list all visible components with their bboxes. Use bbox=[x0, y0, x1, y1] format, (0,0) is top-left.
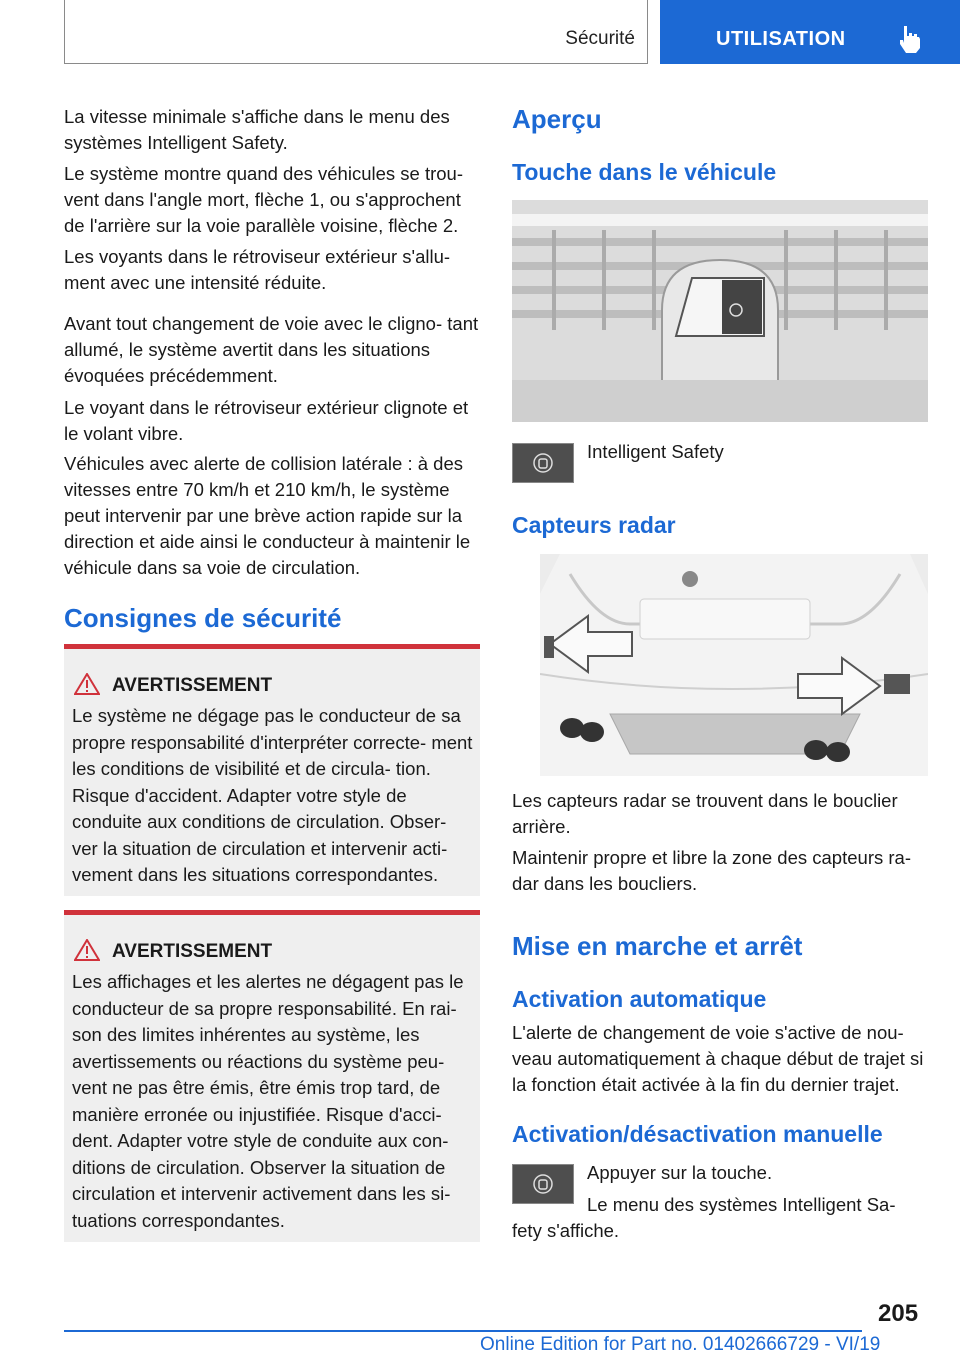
page-number: 205 bbox=[878, 1300, 919, 1327]
footer-divider bbox=[64, 1330, 862, 1332]
grille-button-image bbox=[512, 200, 928, 422]
car-shield-icon bbox=[532, 452, 554, 474]
paragraph-lane-change: Avant tout changement de voie avec le cligno- tant allumé, le système avertit dans les situations évoquées précédemment. bbox=[64, 313, 479, 386]
onoff-heading: Mise en marche et arrêt bbox=[512, 931, 803, 961]
radar-heading: Capteurs radar bbox=[512, 512, 676, 538]
paragraph-min-speed: La vitesse minimale s'affiche dans le menu des systèmes Intelligent Safety. bbox=[64, 106, 450, 153]
manual-step-1: Appuyer sur la touche. bbox=[587, 1162, 773, 1183]
warning-text-2: Les affichages et les alertes ne dégagent pas le conducteur de sa propre responsabilité. En rai- son des limites inhérentes au système, les avertissements ou réactions du système peu- vent ne pas être émis, être émis trop tard, de manière erronée ou injustifiée. Risque d'acci- dent. Adapter votre style de conduite aux con- ditions de circulation. Observer la situation de circulation et intervenir activement dans les si- tuations correspondantes. bbox=[72, 971, 464, 1231]
safety-heading: Consignes de sécurité bbox=[64, 603, 342, 633]
warning-title-1: AVERTISSEMENT bbox=[112, 675, 273, 696]
auto-activation-text: L'alerte de changement de voie s'active de nou- veau automatiquement à chaque début de trajet si la fonction était activée à la fin du dernier trajet. bbox=[512, 1022, 924, 1095]
overview-heading: Aperçu bbox=[512, 104, 602, 134]
radar-clean-text: Maintenir propre et libre la zone des capteurs ra- dar dans les boucliers. bbox=[512, 847, 911, 894]
manual-activation-heading: Activation/désactivation manuelle bbox=[512, 1121, 883, 1147]
chapter-tab[interactable] bbox=[660, 0, 960, 64]
pointing-hand-icon bbox=[896, 24, 922, 54]
edition-text: Online Edition for Part no. 01402666729 - VI/19 bbox=[480, 1334, 881, 1355]
radar-location-text: Les capteurs radar se trouvent dans le bouclier arrière. bbox=[512, 790, 898, 837]
warning-title-2: AVERTISSEMENT bbox=[112, 941, 273, 962]
header-left-box bbox=[64, 0, 648, 64]
section-title: Sécurité bbox=[565, 28, 635, 49]
paragraph-mirror-lights: Les voyants dans le rétroviseur extérieur s'allu- ment avec une intensité réduite. bbox=[64, 246, 451, 293]
warning-triangle-icon bbox=[74, 673, 100, 695]
auto-activation-heading: Activation automatique bbox=[512, 986, 767, 1012]
paragraph-side-collision: Véhicules avec alerte de collision latérale : à des vitesses entre 70 km/h et 210 km/h, le système peut intervenir par une brève action rapide sur la direction et aide ainsi le conducteur à maintenir le véhicule dans sa voie de circulation. bbox=[64, 453, 471, 578]
intelligent-safety-button-icon bbox=[512, 443, 574, 483]
warning-box-1 bbox=[64, 644, 480, 896]
paragraph-blind-spot: Le système montre quand des véhicules se trou- vent dans l'angle mort, flèche 1, ou s'approchent de l'arrière sur la voie parallèle voisine, flèche 2. bbox=[64, 163, 463, 236]
button-heading: Touche dans le véhicule bbox=[512, 159, 777, 185]
chapter-title: UTILISATION bbox=[716, 28, 846, 50]
car-rear-radar-image bbox=[540, 554, 928, 776]
warning-box-2 bbox=[64, 910, 480, 1242]
warning-triangle-icon bbox=[74, 939, 100, 961]
manual-step-2: Le menu des systèmes Intelligent Sa- fety s'affiche. bbox=[512, 1194, 896, 1241]
paragraph-mirror-blink: Le voyant dans le rétroviseur extérieur clignote et le volant vibre. bbox=[64, 397, 469, 444]
button-label: Intelligent Safety bbox=[587, 441, 724, 462]
warning-text-1: Le système ne dégage pas le conducteur de sa propre responsabilité d'interpréter correcte- ment les conditions de visibilité et de circula- tion. Risque d'accident. Adapter votre style de conduite aux conditions de circulation. Obser- ver la situation de circulation et intervenir acti- vement dans les situations correspondantes. bbox=[72, 705, 473, 885]
